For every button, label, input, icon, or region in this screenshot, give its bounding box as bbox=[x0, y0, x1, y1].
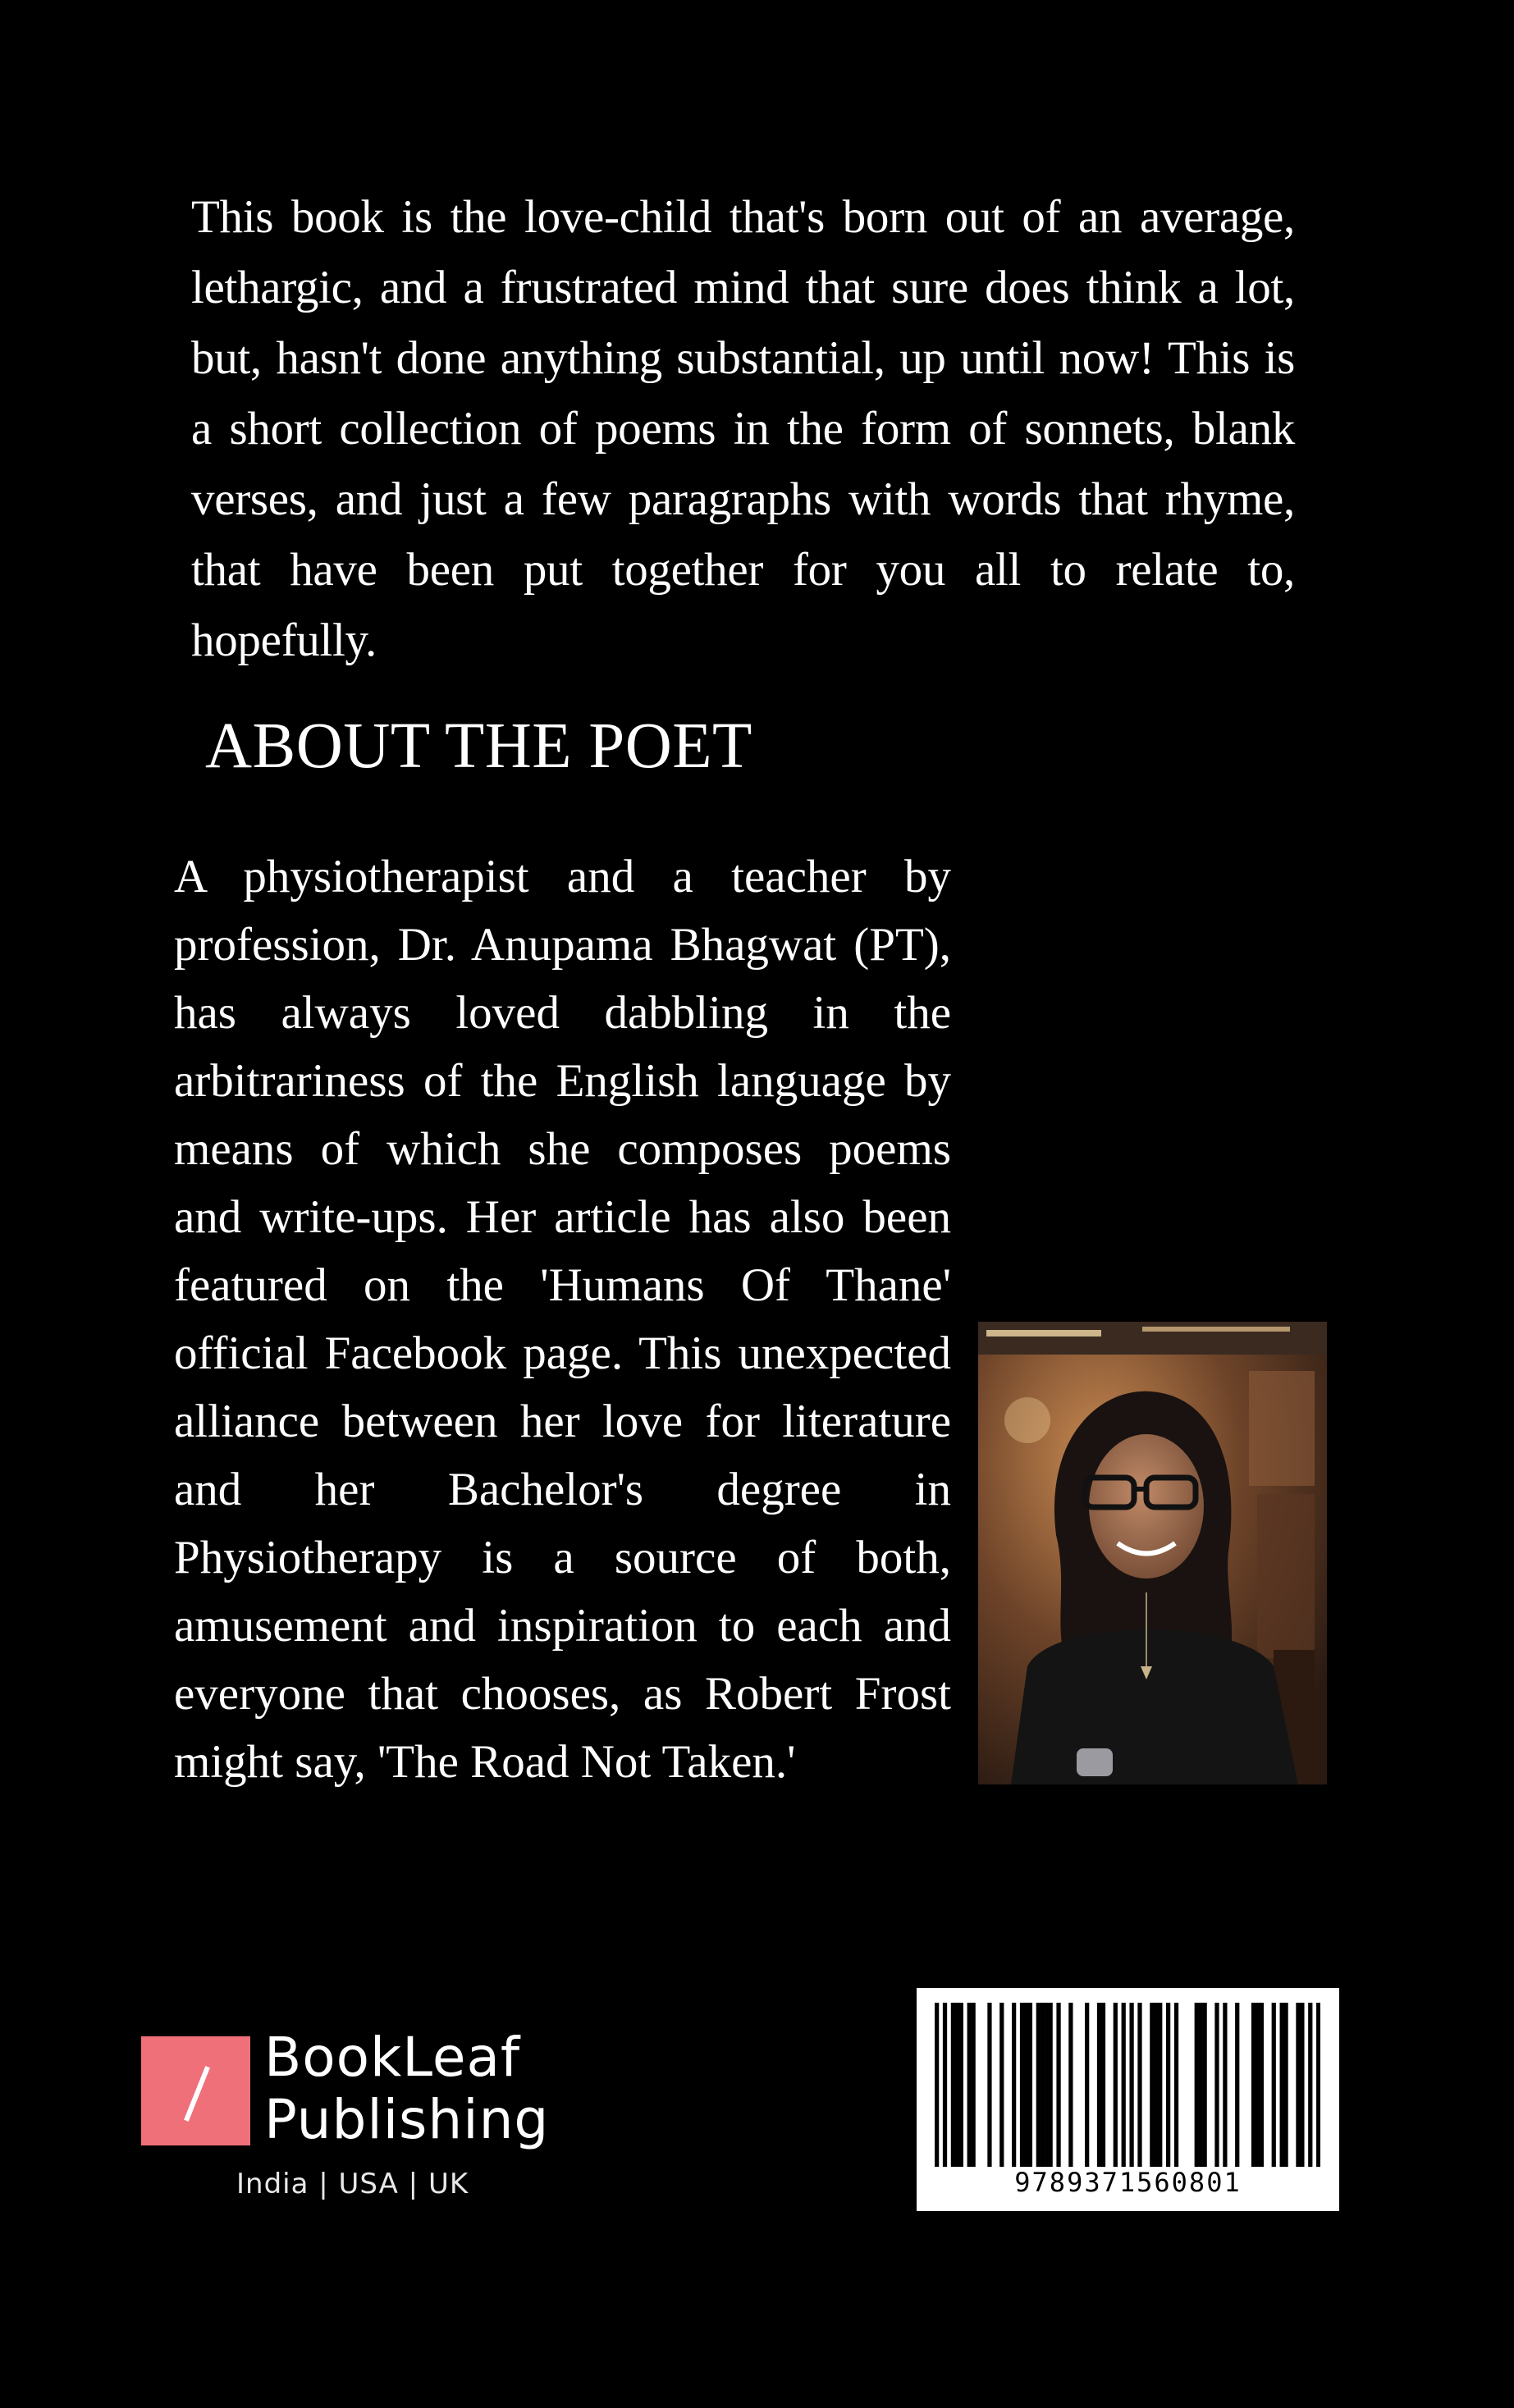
barcode-bar bbox=[967, 2003, 972, 2167]
barcode-bar bbox=[1158, 2003, 1162, 2167]
barcode-bar bbox=[1020, 2003, 1024, 2167]
barcode-bar bbox=[1041, 2003, 1045, 2167]
barcode-bar bbox=[1045, 2003, 1049, 2167]
barcode-bar bbox=[987, 2003, 991, 2167]
barcode-bar bbox=[1260, 2003, 1264, 2167]
barcode-bar bbox=[943, 2003, 947, 2167]
isbn-number: 9789371560801 bbox=[1014, 2167, 1242, 2198]
barcode-bar bbox=[999, 2003, 1004, 2167]
about-poet-heading: ABOUT THE POET bbox=[205, 711, 752, 782]
barcode-bar bbox=[1272, 2003, 1276, 2167]
publisher-logo-mark bbox=[141, 2036, 250, 2145]
barcode-bar bbox=[1203, 2003, 1207, 2167]
barcode-bar bbox=[1049, 2003, 1053, 2167]
barcode-bar bbox=[1214, 2003, 1219, 2167]
barcode-bar bbox=[1028, 2003, 1032, 2167]
barcode-bar bbox=[1024, 2003, 1028, 2167]
barcode-bar bbox=[1012, 2003, 1016, 2167]
barcode-bar bbox=[1068, 2003, 1073, 2167]
barcode-bar bbox=[1137, 2003, 1141, 2167]
barcode-bar bbox=[1085, 2003, 1089, 2167]
barcode-bar bbox=[1166, 2003, 1170, 2167]
barcode-bar bbox=[935, 2003, 939, 2167]
barcode-bar bbox=[1122, 2003, 1126, 2167]
publisher-name-line2: Publishing bbox=[264, 2088, 550, 2151]
barcode-bar bbox=[1154, 2003, 1158, 2167]
barcode-bar bbox=[1251, 2003, 1256, 2167]
poet-bio: A physiotherapist and a teacher by profession, Dr. Anupama Bhagwat (PT), has always loved dabbling in the arbitrariness of the English language by means of which she composes poems and write-ups. Her article has also been featured on the 'Humans Of Thane' official Facebook page. This unexpected alliance between her love for literature and her Bachelor's degree in Physiotherapy is a source of both, amusement and inspiration to each and everyone that chooses, as Robert Frost might say, 'The Road Not Taken.' bbox=[174, 851, 951, 1788]
poet-photo bbox=[978, 1322, 1327, 1784]
barcode-bar bbox=[972, 2003, 976, 2167]
barcode-bar bbox=[1129, 2003, 1133, 2167]
barcode-bar bbox=[1150, 2003, 1154, 2167]
barcode-bar bbox=[1101, 2003, 1105, 2167]
book-blurb: This book is the love-child that's born out of an average, lethargic, and a frustrated mind that sure does think a lot, but, hasn't done anything substantial, up until now! This is a short collection of poems in the form of sonnets, blank verses, and just a few paragraphs with words that rhyme, that have been put together for you all to relate to, hopefully. bbox=[191, 191, 1295, 666]
barcode-bar bbox=[1199, 2003, 1203, 2167]
barcode-bar bbox=[951, 2003, 955, 2167]
barcode-bar bbox=[1235, 2003, 1239, 2167]
publisher-locations: India | USA | UK bbox=[236, 2168, 469, 2200]
barcode-bar bbox=[1097, 2003, 1101, 2167]
publisher-name-line1: BookLeaf bbox=[264, 2026, 521, 2089]
barcode-bar bbox=[1256, 2003, 1260, 2167]
barcode-bar bbox=[1296, 2003, 1300, 2167]
barcode-bar bbox=[1316, 2003, 1320, 2167]
barcode-bar bbox=[1114, 2003, 1118, 2167]
barcode-bar bbox=[1174, 2003, 1178, 2167]
barcode-bar bbox=[1308, 2003, 1312, 2167]
barcode-bar bbox=[959, 2003, 963, 2167]
barcode-bars bbox=[935, 2003, 1320, 2167]
barcode-bar bbox=[955, 2003, 959, 2167]
barcode-bar bbox=[1036, 2003, 1041, 2167]
barcode-bar bbox=[1056, 2003, 1060, 2167]
barcode-bar bbox=[1300, 2003, 1304, 2167]
barcode-bar bbox=[1223, 2003, 1227, 2167]
barcode-bar bbox=[1195, 2003, 1199, 2167]
publisher-name bbox=[264, 2026, 549, 2151]
isbn-barcode bbox=[917, 1988, 1339, 2211]
barcode-bar bbox=[1283, 2003, 1288, 2167]
barcode-bar bbox=[1280, 2003, 1284, 2167]
